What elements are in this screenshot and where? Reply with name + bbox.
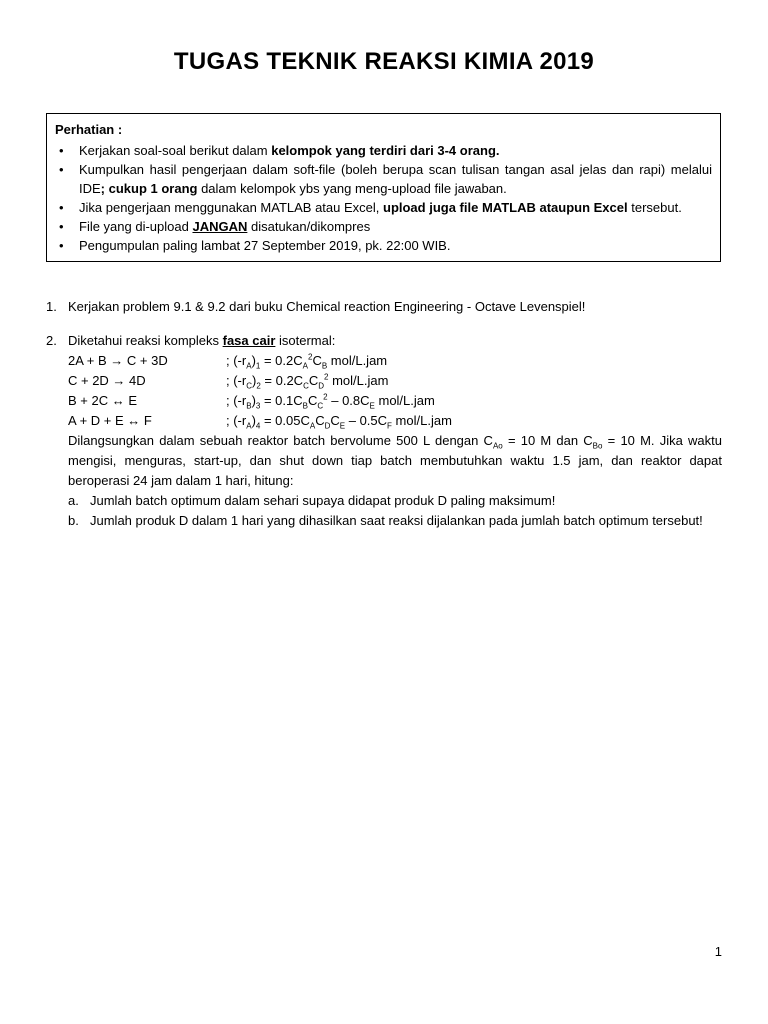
- rate-law-part: 2: [323, 392, 328, 402]
- rate-law-part: 2: [324, 372, 329, 382]
- rate-law-part: E: [369, 401, 375, 411]
- desc-subscript: Bo: [592, 441, 603, 451]
- rate-law-part: ; (-r: [226, 373, 247, 388]
- notice-text: disatukan/dikompres: [247, 219, 371, 234]
- rate-law-part: ; (-r: [226, 413, 247, 428]
- reaction-equation: B + 2C ↔ E: [68, 393, 137, 408]
- rate-law-part: mol/L.jam: [391, 413, 452, 428]
- notice-text: tersebut.: [627, 200, 682, 215]
- notice-emphasis: JANGAN: [192, 219, 248, 234]
- rate-law-part: C: [246, 381, 252, 391]
- rate-law-part: 1: [255, 361, 261, 371]
- rate-law: [226, 411, 452, 431]
- notice-list: [55, 141, 712, 255]
- rate-law-part: C: [303, 381, 309, 391]
- rate-law-part: A: [246, 361, 252, 371]
- reaction-equation: 2A + B → C + 3D: [68, 353, 168, 368]
- reaction-row: [46, 391, 722, 411]
- rate-law-part: ): [251, 413, 256, 428]
- notice-emphasis: kelompok yang terdiri dari 3-4 orang.: [271, 143, 500, 158]
- question-description: [46, 431, 722, 491]
- rate-law-part: ; (-r: [226, 353, 247, 368]
- rate-law-part: 3: [255, 401, 261, 411]
- bullet-icon: •: [59, 162, 64, 177]
- sub-question-text: Jumlah batch optimum dalam sehari supaya didapat produk D paling maksimum!: [90, 493, 556, 508]
- rate-law-part: – 0.5C: [345, 413, 388, 428]
- reaction-row: [46, 351, 722, 371]
- question-intro: [46, 331, 722, 351]
- rate-law-part: C: [317, 401, 324, 411]
- reaction-equation: A + D + E ↔ F: [68, 413, 152, 428]
- bullet-icon: •: [59, 219, 64, 234]
- notice-emphasis: ; cukup 1 orang: [100, 181, 198, 196]
- rate-law-part: ; (-r: [226, 393, 247, 408]
- sub-question-label: a.: [68, 493, 79, 508]
- rate-law-part: C: [315, 413, 325, 428]
- rate-law: [226, 371, 388, 391]
- rate-law-part: D: [318, 381, 325, 391]
- notice-item: [55, 160, 712, 198]
- question-number: 2.: [46, 333, 57, 348]
- rate-law-part: mol/L.jam: [327, 353, 388, 368]
- rate-law-part: ): [252, 373, 257, 388]
- rate-law-part: = 0.1C: [260, 393, 303, 408]
- rate-law-part: B: [302, 401, 308, 411]
- rate-law-part: B: [321, 361, 328, 371]
- rate-law-part: C: [308, 373, 319, 388]
- rate-law-part: A: [302, 361, 308, 371]
- sub-question-text: Jumlah produk D dalam 1 hari yang dihasilkan saat reaksi dijalankan pada jumlah batch optimum tersebut!: [90, 513, 703, 528]
- notice-item: [55, 141, 712, 160]
- question-text: Kerjakan problem 9.1 & 9.2 dari buku Chemical reaction Engineering - Octave Levenspiel!: [68, 299, 586, 314]
- rate-law-part: C: [312, 353, 322, 368]
- rate-law-part: 4: [255, 421, 261, 431]
- reaction-list: [46, 351, 722, 431]
- notice-emphasis: upload juga file MATLAB ataupun Excel: [383, 200, 628, 215]
- notice-box: [46, 113, 721, 262]
- rate-law: [226, 351, 387, 371]
- rate-law-part: = 0.05C: [260, 413, 310, 428]
- notice-text: Jika pengerjaan menggunakan MATLAB atau Excel,: [79, 200, 383, 215]
- notice-text: Kumpulkan hasil pengerjaan dalam soft-file (boleh berupa scan tulisan tangan asal jelas dan rapi) melalui IDE: [79, 162, 712, 196]
- reaction-row: [46, 371, 722, 391]
- notice-text: Kerjakan soal-soal berikut dalam: [79, 143, 272, 158]
- desc-text: = 10 M dan C: [502, 433, 593, 448]
- intro-text: Diketahui reaksi kompleks: [68, 333, 223, 348]
- rate-law-part: B: [246, 401, 252, 411]
- rate-law-part: C: [330, 413, 340, 428]
- desc-subscript: Ao: [492, 441, 503, 451]
- reaction-row: [46, 411, 722, 431]
- reaction-equation: C + 2D → 4D: [68, 373, 146, 388]
- rate-law-part: mol/L.jam: [374, 393, 435, 408]
- notice-text: dalam kelompok ybs yang meng-upload file jawaban.: [197, 181, 507, 196]
- question-2: [46, 331, 722, 531]
- rate-law-part: C: [307, 393, 318, 408]
- sub-question-label: b.: [68, 513, 79, 528]
- bullet-icon: •: [59, 200, 64, 215]
- notice-heading: Perhatian :: [55, 122, 123, 137]
- rate-law-part: ): [251, 353, 256, 368]
- desc-text: = 10 M. Jika waktu mengisi, menguras, start-up, dan shut down tiap batch membutuhkan waktu 1.5 jam, dan reaktor dapat beroperasi 24 jam dalam 1 hari, hitung:: [68, 433, 722, 488]
- rate-law-part: = 0.2C: [260, 373, 304, 388]
- question-1: [46, 297, 585, 316]
- rate-law-part: mol/L.jam: [328, 373, 389, 388]
- notice-text: File yang di-upload: [79, 219, 193, 234]
- bullet-icon: •: [59, 238, 64, 253]
- notice-text: Pengumpulan paling lambat 27 September 2019, pk. 22:00 WIB.: [79, 238, 451, 253]
- rate-law-part: D: [324, 421, 331, 431]
- bullet-icon: •: [59, 143, 64, 158]
- intro-emphasis: fasa cair: [222, 333, 276, 348]
- notice-item: [55, 217, 712, 236]
- notice-item: [55, 198, 712, 217]
- rate-law-part: A: [246, 421, 252, 431]
- page-number: 1: [714, 944, 722, 959]
- rate-law-part: = 0.2C: [260, 353, 303, 368]
- notice-item: [55, 236, 712, 255]
- rate-law: [226, 391, 435, 411]
- question-number: 1.: [46, 299, 57, 314]
- intro-text: isotermal:: [275, 333, 336, 348]
- rate-law-part: F: [387, 421, 392, 431]
- rate-law-part: 2: [256, 381, 261, 391]
- rate-law-part: ): [251, 393, 256, 408]
- rate-law-part: E: [339, 421, 346, 431]
- rate-law-part: – 0.8C: [327, 393, 370, 408]
- sub-question-a: [46, 491, 722, 511]
- rate-law-part: A: [309, 421, 316, 431]
- document-title: TUGAS TEKNIK REAKSI KIMIA 2019: [173, 48, 595, 75]
- desc-text: Dilangsungkan dalam sebuah reaktor batch bervolume 500 L dengan C: [68, 433, 493, 448]
- rate-law-part: 2: [307, 352, 313, 362]
- sub-question-b: [46, 511, 722, 531]
